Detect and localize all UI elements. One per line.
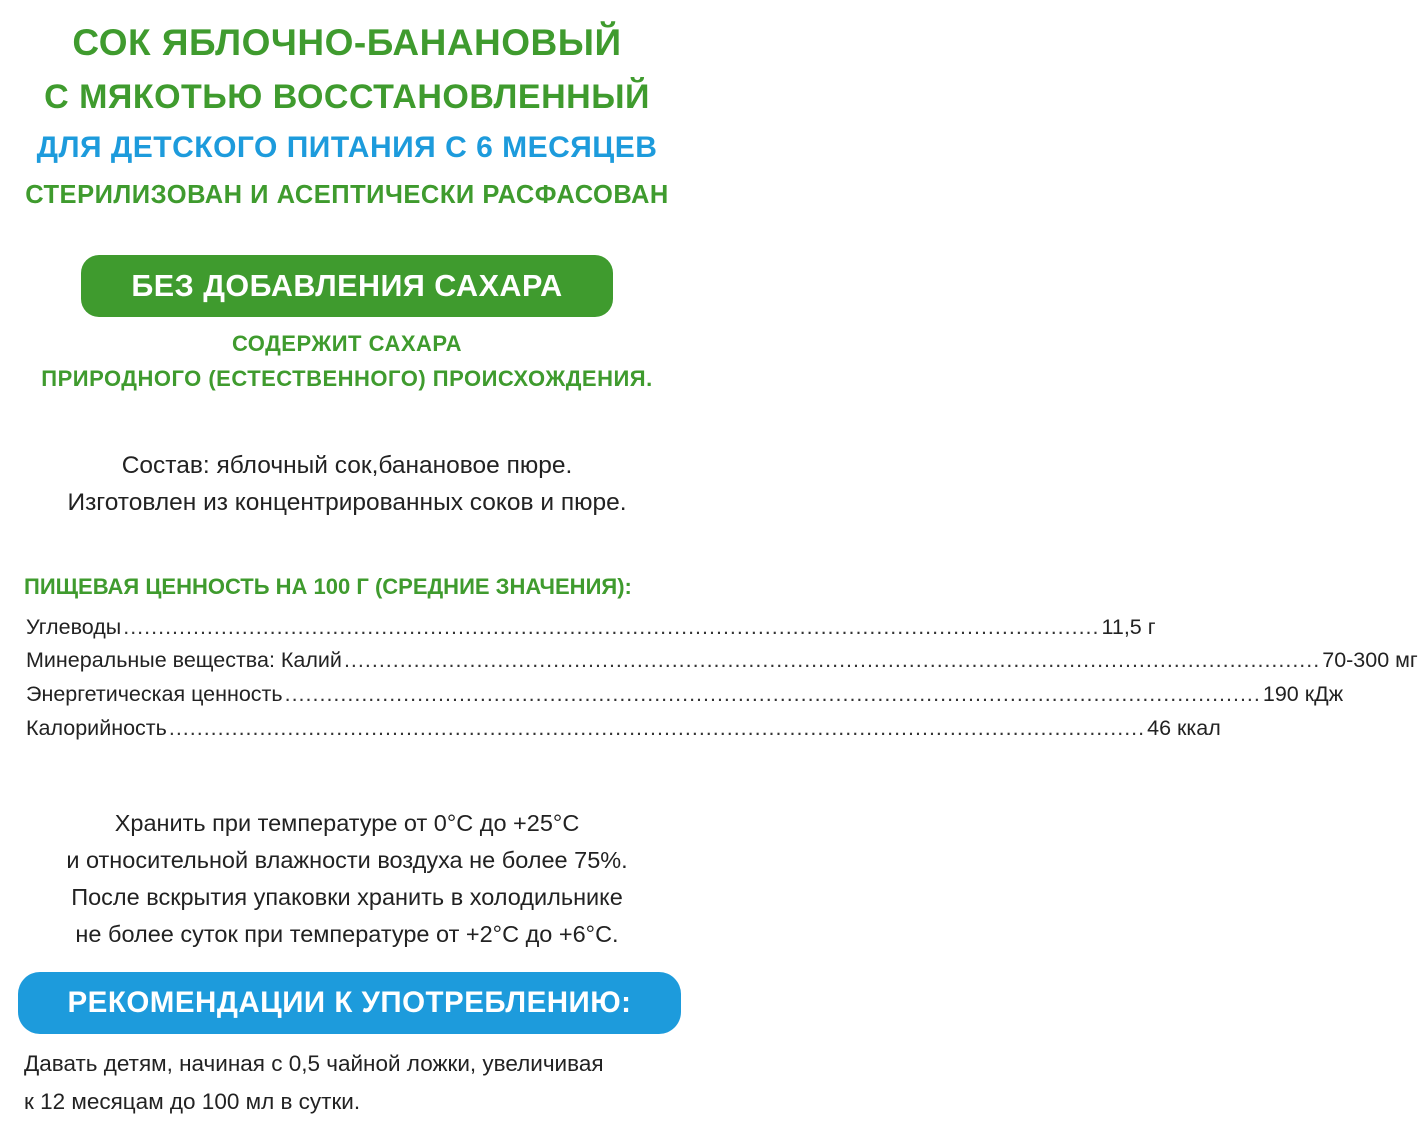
sugar-note-line2: ПРИРОДНОГО (ЕСТЕСТВЕННОГО) ПРОИСХОЖДЕНИЯ. [41, 366, 653, 391]
leader-dots: ............................................................................................................................................ [123, 615, 1100, 639]
age-note: ДЛЯ ДЕТСКОГО ПИТАНИЯ С 6 МЕСЯЦЕВ [36, 131, 658, 164]
leader-dots: ............................................................................................................................................ [284, 682, 1261, 706]
storage-line4: не более суток при температуре от +2°С до +6°С. [75, 921, 619, 947]
storage-line2: и относительной влажности воздуха не более 75%. [66, 847, 628, 873]
recommendations-line1: Давать детям, начиная с 0,5 чайной ложки, увеличивая [24, 1051, 604, 1076]
nutrition-row [26, 716, 1221, 746]
nutrition-title: ПИЩЕВАЯ ЦЕННОСТЬ НА 100 Г (СРЕДНИЕ ЗНАЧЕНИЯ): [24, 574, 632, 599]
composition-line1: Состав: яблочный сок,банановое пюре. [121, 452, 573, 479]
no-sugar-badge-text: БЕЗ ДОБАВЛЕНИЯ САХАРА [131, 268, 563, 303]
no-sugar-badge [81, 255, 613, 317]
sugar-note-line1: СОДЕРЖИТ САХАРА [231, 331, 463, 356]
nutrition-label: Углеводы [26, 615, 122, 639]
nutrition-value: 11,5 г [1101, 615, 1156, 639]
product-subtitle: С МЯКОТЬЮ ВОССТАНОВЛЕННЫЙ [44, 78, 650, 116]
nutrition-label: Минеральные вещества: Калий [26, 648, 342, 672]
storage-line1: Хранить при температуре от 0°С до +25°С [114, 810, 580, 836]
sterilization-note: СТЕРИЛИЗОВАН И АСЕПТИЧЕСКИ РАСФАСОВАН [25, 181, 669, 209]
nutrition-label: Калорийность [26, 716, 167, 740]
leader-dots: ............................................................................................................................................ [168, 716, 1146, 740]
nutrition-value: 190 кДж [1262, 682, 1344, 706]
product-title: СОК ЯБЛОЧНО-БАНАНОВЫЙ [72, 22, 622, 63]
nutrition-value: 46 ккал [1147, 716, 1221, 740]
nutrition-row [26, 682, 1344, 712]
leader-dots: ............................................................................................................................................ [343, 648, 1321, 672]
composition-line2: Изготовлен из концентрированных соков и пюре. [67, 489, 627, 516]
nutrition-value: 70-300 мг [1322, 648, 1418, 672]
nutrition-label: Энергетическая ценность [26, 682, 283, 706]
recommendations-line2: к 12 месяцам до 100 мл в сутки. [24, 1089, 361, 1114]
recommendations-badge-text: РЕКОМЕНДАЦИИ К УПОТРЕБЛЕНИЮ: [67, 986, 632, 1019]
nutrition-row [26, 615, 1156, 645]
storage-line3: После вскрытия упаковки хранить в холодильнике [71, 884, 623, 910]
nutrition-row [26, 648, 1418, 678]
recommendations-badge [18, 972, 681, 1034]
